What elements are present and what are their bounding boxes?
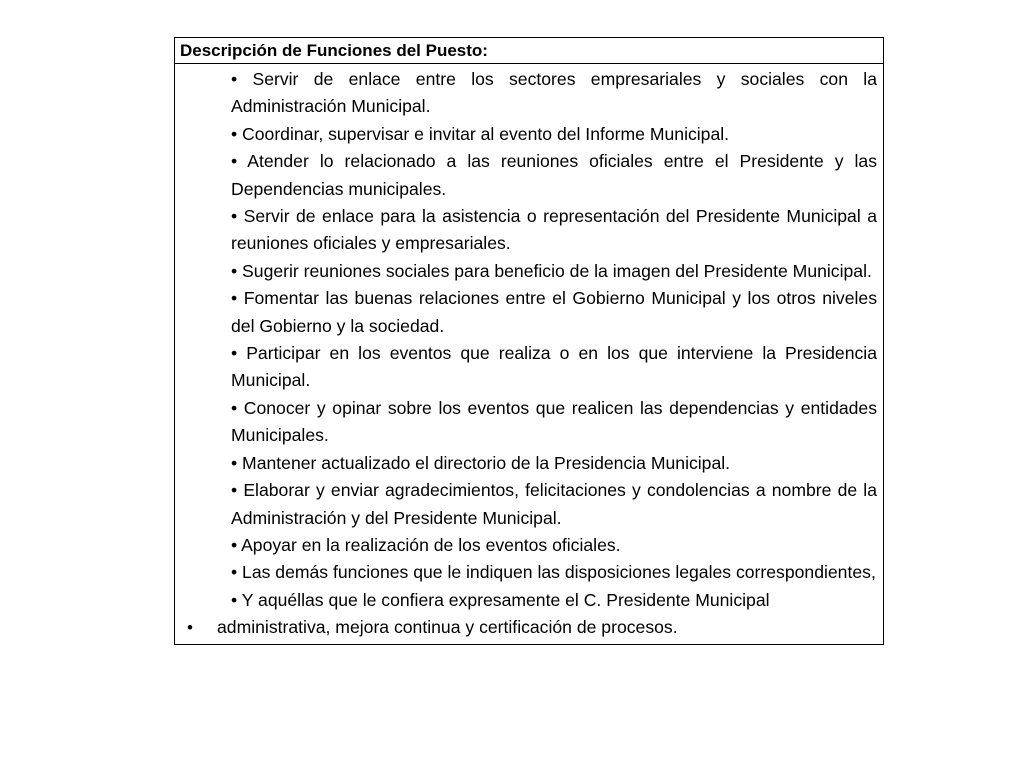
- function-item: • Elaborar y enviar agradecimientos, felicitaciones y condolencias a nombre de la Administración y del Presidente Municipal.: [231, 480, 877, 528]
- function-item: • Coordinar, supervisar e invitar al evento del Informe Municipal.: [231, 123, 730, 144]
- function-item-last-text: administrativa, mejora continua y certificación de procesos.: [217, 617, 678, 638]
- function-item: • Servir de enlace entre los sectores empresariales y sociales con la Administración Municipal.: [231, 69, 877, 117]
- function-item: • Atender lo relacionado a las reuniones oficiales entre el Presidente y las Dependencias municipales.: [231, 151, 877, 199]
- function-item: • Las demás funciones que le indiquen las disposiciones legales correspondientes,: [231, 562, 876, 583]
- function-item: • Servir de enlace para la asistencia o representación del Presidente Municipal a reuniones oficiales y empresariales.: [231, 206, 877, 254]
- function-item: • Participar en los eventos que realiza o en los que interviene la Presidencia Municipal.: [231, 343, 877, 391]
- functions-table: [174, 37, 884, 645]
- function-item-last: [175, 614, 883, 641]
- function-item: • Mantener actualizado el directorio de la Presidencia Municipal.: [231, 452, 731, 473]
- function-item: • Apoyar en la realización de los eventos oficiales.: [231, 534, 621, 555]
- function-item: • Fomentar las buenas relaciones entre el Gobierno Municipal y los otros niveles del Gobierno y la sociedad.: [231, 288, 877, 336]
- table-body: [175, 64, 883, 644]
- function-item: • Sugerir reuniones sociales para beneficio de la imagen del Presidente Municipal.: [231, 260, 872, 281]
- table-header: Descripción de Funciones del Puesto:: [175, 38, 883, 64]
- function-item: • Y aquéllas que le confiera expresamente el C. Presidente Municipal: [231, 589, 770, 610]
- bullet-marker: •: [187, 618, 193, 638]
- function-item: • Conocer y opinar sobre los eventos que realicen las dependencias y entidades Municipales.: [231, 397, 877, 446]
